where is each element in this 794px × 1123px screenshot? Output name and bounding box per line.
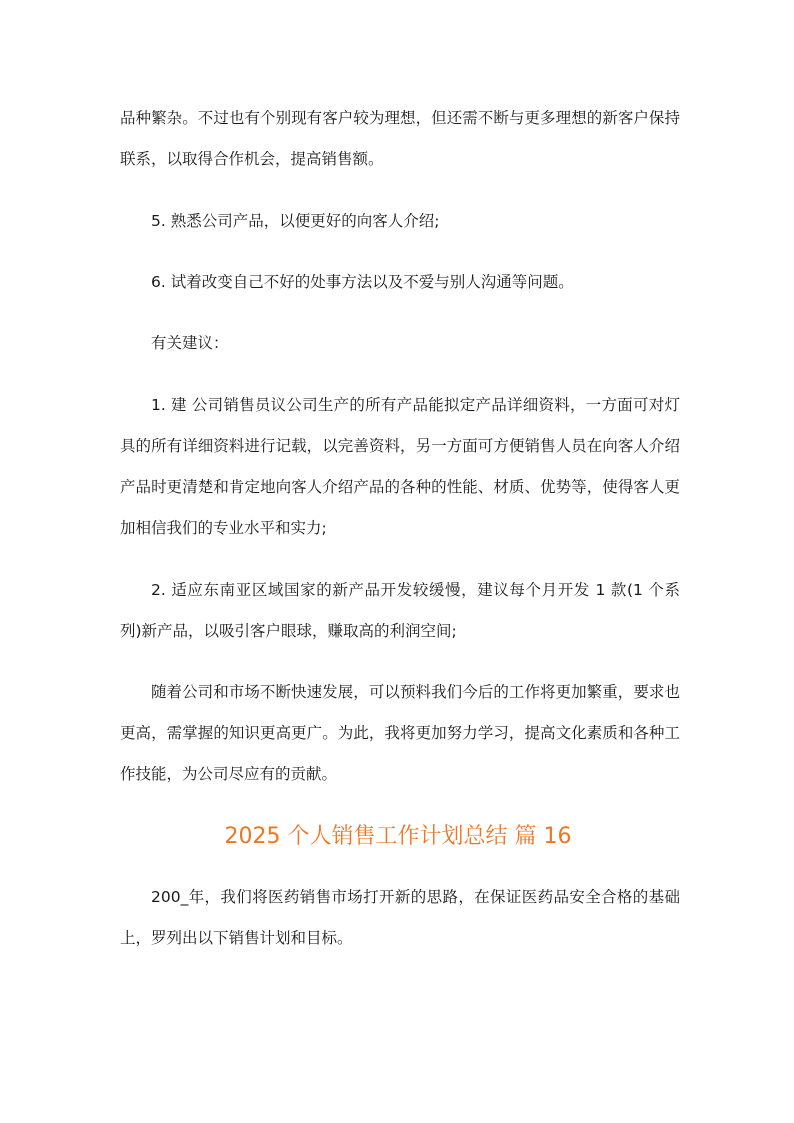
- paragraph-suggestions-title: 有关建议：: [151, 334, 229, 352]
- paragraph-item-5: 5. 熟悉公司产品，以便更好的向客人介绍;: [151, 212, 440, 230]
- paragraph-item-6: 6. 试着改变自己不好的处事方法以及不爱与别人沟通等问题。: [151, 273, 574, 291]
- paragraph-conclusion: 随着公司和市场不断快速发展，可以预料我们今后的工作将更加繁重，要求也更高，需掌握的知识更高更广。为此，我将更加努力学习，提高文化素质和各种工作技能，为公司尽应有的贡献。: [120, 683, 680, 783]
- paragraph-customer-status: 品种繁杂。不过也有个别现有客户较为理想，但还需不断与更多理想的新客户保持联系，以取得合作机会，提高销售额。: [120, 109, 680, 168]
- paragraph-sales-plan-intro: 200_年，我们将医药销售市场打开新的思路，在保证医药品安全合格的基础上，罗列出以下销售计划和目标。: [120, 888, 680, 947]
- section-heading: 2025 个人销售工作计划总结 篇 16: [224, 824, 572, 849]
- paragraph-suggestion-2: 2. 适应东南亚区域国家的新产品开发较缓慢，建议每个月开发 1 款(1 个系列)新产品，以吸引客户眼球，赚取高的利润空间;: [120, 581, 680, 640]
- paragraph-suggestion-1: 1. 建 公司销售员议公司生产的所有产品能拟定产品详细资料，一方面可对灯具的所有详细资料进行记载，以完善资料，另一方面可方便销售人员在向客人介绍产品时更清楚和肯定地向客人介绍产品的各种的性能、材质、优势等，使得客人更加相信我们的专业水平和实力;: [120, 396, 680, 537]
